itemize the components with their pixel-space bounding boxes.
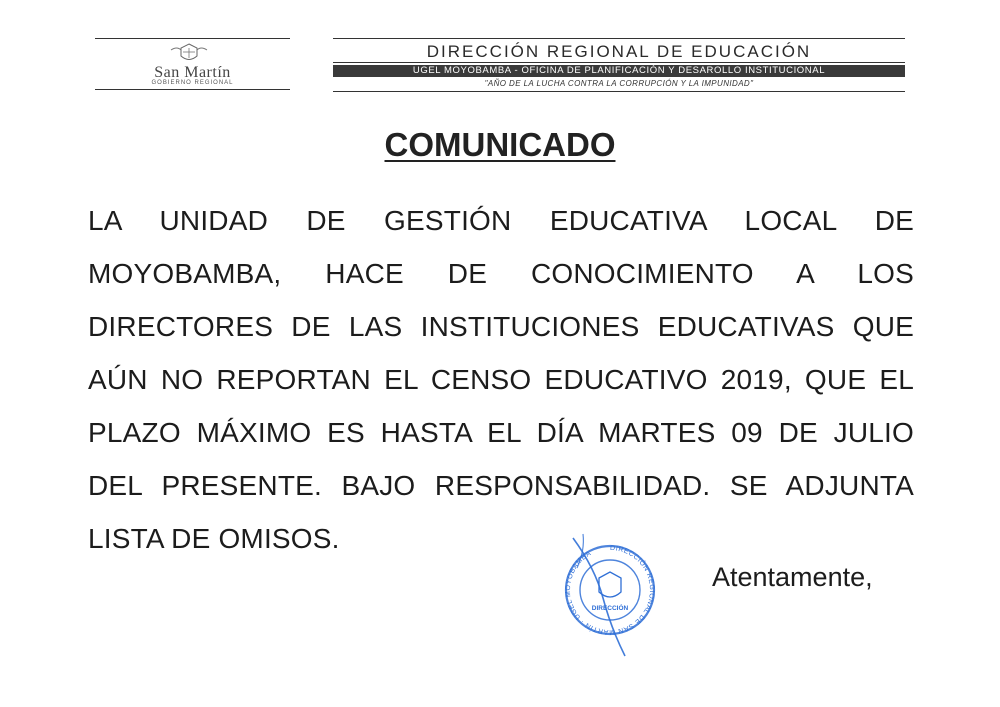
letterhead bbox=[333, 38, 905, 92]
body-line: MOYOBAMBA, HACE DE CONOCIMIENTO A LOS bbox=[88, 258, 914, 289]
stamp-ring-text: DIRECCIÓN REGIONAL DE SAN MARTÍN · UGEL MOYOBAMBA bbox=[564, 544, 656, 636]
letterhead-bottom-rule bbox=[333, 91, 905, 92]
official-seal-stamp bbox=[555, 528, 665, 658]
document-title: COMUNICADO bbox=[384, 126, 616, 163]
gobierno-regional-logo bbox=[95, 38, 290, 90]
unit-band: UGEL MOYOBAMBA - OFICINA DE PLANIFICACIÓN Y DESAROLLO INSTITUCIONAL bbox=[333, 65, 905, 77]
body-line: LA UNIDAD DE GESTIÓN EDUCATIVA LOCAL DE bbox=[88, 205, 914, 236]
stamp-center-text: DIRECCIÓN bbox=[591, 605, 629, 612]
logo-name: San Martín bbox=[154, 64, 231, 81]
coat-of-arms-icon bbox=[167, 42, 211, 64]
logo-bottom-rule bbox=[95, 89, 290, 90]
body-line: AÚN NO REPORTAN EL CENSO EDUCATIVO 2019, QUE EL bbox=[88, 364, 914, 395]
year-motto: "AÑO DE LA LUCHA CONTRA LA CORRUPCIÓN Y LA IMPUNIDAD" bbox=[484, 79, 754, 88]
closing-salutation: Atentamente, bbox=[712, 562, 873, 592]
letterhead-middle-rule bbox=[333, 62, 905, 63]
logo-top-rule bbox=[95, 38, 290, 39]
body-line: DIRECTORES DE LAS INSTITUCIONES EDUCATIVAS QUE bbox=[88, 311, 914, 342]
document-body bbox=[88, 194, 914, 565]
body-line: LISTA DE OMISOS. bbox=[88, 523, 340, 554]
body-line: DEL PRESENTE. BAJO RESPONSABILIDAD. SE ADJUNTA bbox=[88, 470, 914, 501]
letterhead-top-rule bbox=[333, 38, 905, 39]
logo-subtitle: GOBIERNO REGIONAL bbox=[151, 80, 234, 86]
org-title: DIRECCIÓN REGIONAL DE EDUCACIÓN bbox=[426, 42, 812, 61]
body-line: PLAZO MÁXIMO ES HASTA EL DÍA MARTES 09 DE JULIO bbox=[88, 417, 914, 448]
